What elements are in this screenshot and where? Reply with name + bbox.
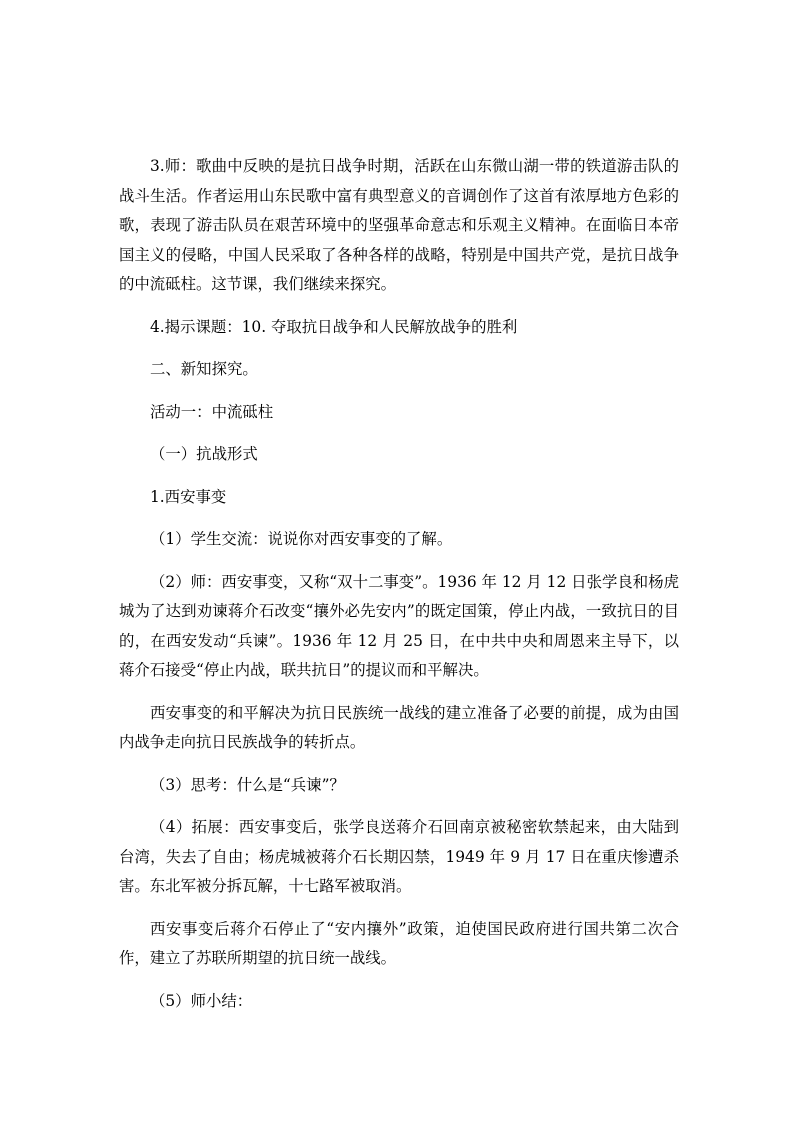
paragraph-teacher-explanation: （2）师：西安事变，又称“双十二事变”。1936 年 12 月 12 日张学良和杨虎城为了达到劝谏蒋介石改变“攘外必先安内”的既定国策，停止内战，一致抗日的目的，在西安发动“兵谏”。1936 年 12 月 25 日，在中共中央和周恩来主导下，以蒋介石接受“停止内战，联共抗日”的提议而和平解决。 — [119, 572, 679, 679]
paragraph-gap — [119, 427, 679, 440]
paragraph-aftermath: 西安事变后蒋介石停止了“安内攘外”政策，迫使国民政府进行国共第二次合作，建立了苏联所期望的抗日统一战线。 — [119, 919, 679, 967]
topic-heading-xian-incident: 1.西安事变 — [150, 487, 227, 506]
paragraph-gap — [119, 800, 679, 813]
subsection-heading-war-situation: （一）抗战形式 — [150, 445, 258, 463]
paragraph-think-question: （3）思考：什么是“兵谏”？ — [150, 775, 345, 794]
paragraph-extension: （4）拓展：西安事变后，张学良送蒋介石回南京被秘密软禁起来，由大陆到台湾，失去了自由；杨虎城被蒋介石长期囚禁，1949 年 9 月 17 日在重庆惨遭杀害。东北军被分拆瓦解，十七路军被取消。 — [119, 818, 679, 895]
paragraph-lesson-title: 4.揭示课题：10. 夺取抗日战争和人民解放战争的胜利 — [150, 317, 518, 336]
paragraph-gap — [119, 512, 679, 525]
section-heading-new-knowledge: 二、新知探究。 — [150, 360, 258, 378]
paragraph-gap — [119, 385, 679, 398]
document-body — [119, 152, 679, 1016]
paragraph-gap — [119, 758, 679, 771]
paragraph-teacher-summary: （5）师小结： — [150, 991, 253, 1010]
paragraph-significance: 西安事变的和平解决为抗日民族统一战线的建立准备了必要的前提，成为由国内战争走向抗日民族战争的转折点。 — [119, 703, 679, 751]
paragraph-gap — [119, 342, 679, 355]
paragraph-student-exchange: （1）学生交流：说说你对西安事变的了解。 — [150, 530, 453, 548]
paragraph-gap — [119, 470, 679, 483]
paragraph-intro-song: 3.师：歌曲中反映的是抗日战争时期，活跃在山东微山湖一带的铁道游击队的战斗生活。作者运用山东民歌中富有典型意义的音调创作了这首有浓厚地方色彩的歌，表现了游击队员在艰苦环境中的坚强革命意志和乐观主义精神。在面临日本帝国主义的侵略，中国人民采取了各种各样的战略，特别是中国共产党，是抗日战争的中流砥柱。这节课，我们继续来探究。 — [119, 157, 679, 293]
paragraph-gap — [119, 300, 679, 313]
paragraph-gap — [119, 974, 679, 987]
paragraph-gap — [119, 686, 679, 699]
paragraph-gap — [119, 902, 679, 915]
activity-heading: 活动一：中流砥柱 — [150, 402, 274, 421]
paragraph-gap — [119, 555, 679, 568]
